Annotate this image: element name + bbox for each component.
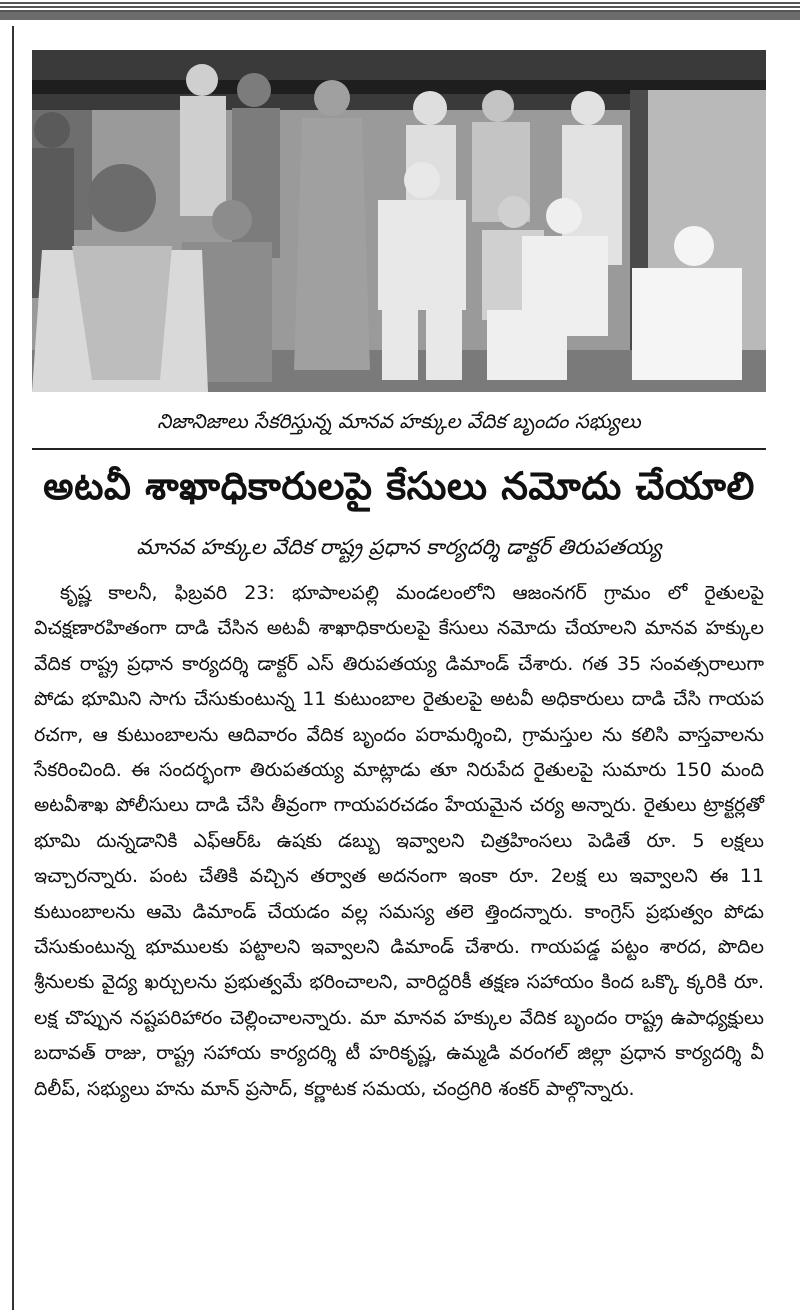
photo-caption: నిజానిజాలు సేకరిస్తున్న మానవ హక్కుల వేదిక బృందం సభ్యులు bbox=[32, 398, 766, 450]
article-headline: అటవీ శాఖాధికారులపై కేసులు నమోదు చేయాలి bbox=[43, 464, 755, 508]
column-border bbox=[12, 26, 14, 1310]
news-photo bbox=[32, 50, 766, 392]
top-decorative-rule bbox=[0, 0, 800, 20]
article-subheadline: మానవ హక్కుల వేదిక రాష్ట్ర ప్రధాన కార్యదర్శి డాక్టర్ తిరుపతయ్య bbox=[136, 535, 662, 559]
article-body: కృష్ణ కాలనీ, ఫిబ్రవరి 23: భూపాలపల్లి మండలంలోని ఆజంనగర్ గ్రామం లో రైతులపై విచక్షణారహితంగా దాడి చేసిన అటవీ శాఖాధికారులపై కేసులు నమోదు చేయాలని మానవ హక్కుల వేదిక రాష్ట్ర ప్రధాన కార్యదర్శి డాక్టర్ ఎస్ తిరుపతయ్య డిమాండ్ చేశారు. గత 35 సంవత్సరాలుగా పోడు భూమిని సాగు చేసుకుంటున్న 11 కుటుంబాల రైతులపై అటవీ అధికారులు దాడి చేసి గాయప రచగా, ఆ కుటుంబాలను ఆదివారం వేదిక బృందం పరామర్శించి, గ్రామస్తుల ను కలిసి వాస్తవాలను సేకరించింది. ఈ సందర్భంగా తిరుపతయ్య మాట్లాడు తూ నిరుపేద రైతులపై సుమారు 150 మంది అటవీశాఖ పోలీసులు దాడి చేసి తీవ్రంగా గాయపరచడం హేయమైన చర్య అన్నారు. రైతులు ట్రాక్టర్లతో భూమి దున్నడానికి ఎఫ్ఆర్ఓ ఉషకు డబ్బు ఇవ్వాలని చిత్రహింసలు పెడితే రూ. 5 లక్షలు ఇచ్చారన్నారు. పంట చేతికి వచ్చిన తర్వాత అదనంగా ఇంకా రూ. 2లక్ష లు ఇవ్వాలని ఈ 11 కుటుంబాలను ఆమె డిమాండ్ చేయడం వల్ల సమస్య తలె త్తిందన్నారు. కాంగ్రెస్ ప్రభుత్వం పోడు చేసుకుంటున్న భూములకు పట్టాలని ఇవ్వాలని డిమాండ్ చేశారు. గాయపడ్డ పట్టం శారద, పొదిల శ్రీనులకు వైద్య ఖర్చులను ప్రభుత్వమే భరించాలని, వారిద్దరికీ తక్షణ సహాయం కింద ఒక్కొ క్కరికి రూ. లక్ష చొప్పున నష్టపరిహారం చెల్లించాలన్నారు. మా మానవ హక్కుల వేదిక బృందం రాష్ట్ర ఉపాధ్యక్షులు బదావత్ రాజు, రాష్ట్ర సహాయ కార్యదర్శి టీ హరికృష్ణ, ఉమ్మడి వరంగల్ జిల్లా ప్రధాన కార్యదర్శి వీ దిలీప్, సభ్యులు హను మాన్ ప్రసాద్, కర్ణాటక సమయ, చంద్రగిరి శంకర్ పాల్గొన్నారు. bbox=[34, 582, 764, 1100]
